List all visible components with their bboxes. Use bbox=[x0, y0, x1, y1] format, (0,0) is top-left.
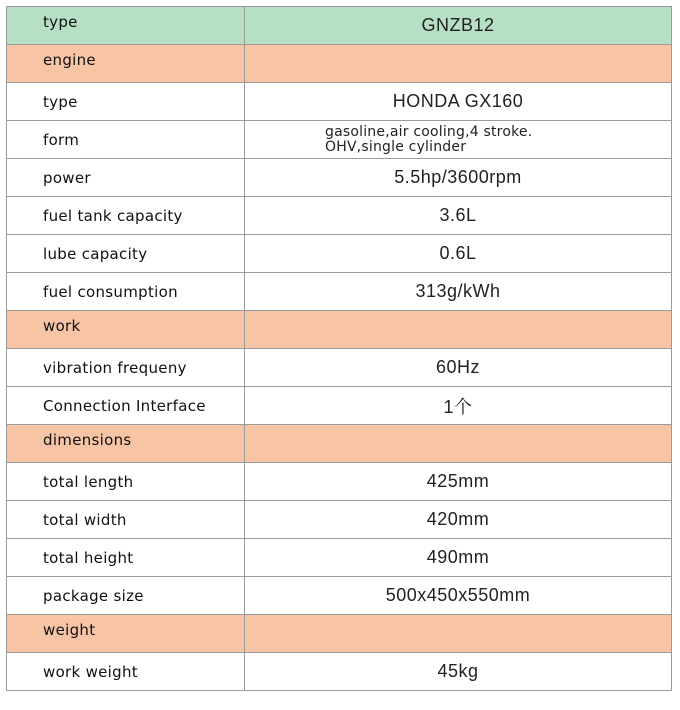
spec-label: fuel tank capacity bbox=[7, 197, 245, 235]
spec-value: 313g/kWh bbox=[245, 273, 672, 311]
spec-label: total length bbox=[7, 463, 245, 501]
spec-value-line: OHV,single cylinder bbox=[325, 138, 467, 155]
spec-label: work weight bbox=[7, 653, 245, 691]
spec-label: lube capacity bbox=[7, 235, 245, 273]
section-row bbox=[7, 615, 672, 653]
spec-label: total height bbox=[7, 539, 245, 577]
table-row bbox=[7, 121, 672, 159]
table-row bbox=[7, 539, 672, 577]
table-row bbox=[7, 349, 672, 387]
table-header-row bbox=[7, 7, 672, 45]
table-row bbox=[7, 159, 672, 197]
spec-table bbox=[6, 6, 672, 691]
section-value-empty bbox=[245, 615, 672, 653]
spec-label: fuel consumption bbox=[7, 273, 245, 311]
spec-label: power bbox=[7, 159, 245, 197]
spec-value: 420mm bbox=[245, 501, 672, 539]
section-value-empty bbox=[245, 425, 672, 463]
spec-value-line: gasoline,air cooling,4 stroke. bbox=[325, 123, 533, 140]
spec-label: package size bbox=[7, 577, 245, 615]
section-label: dimensions bbox=[7, 425, 245, 463]
section-label: engine bbox=[7, 45, 245, 83]
table-row bbox=[7, 273, 672, 311]
spec-label: type bbox=[7, 7, 245, 45]
table-row bbox=[7, 235, 672, 273]
section-row bbox=[7, 45, 672, 83]
spec-value: 0.6L bbox=[245, 235, 672, 273]
spec-value: HONDA GX160 bbox=[245, 83, 672, 121]
table-row bbox=[7, 83, 672, 121]
spec-value: 3.6L bbox=[245, 197, 672, 235]
table-row bbox=[7, 387, 672, 425]
section-row bbox=[7, 425, 672, 463]
spec-value: 500x450x550mm bbox=[245, 577, 672, 615]
spec-label: form bbox=[7, 121, 245, 159]
spec-value: GNZB12 bbox=[245, 7, 672, 45]
spec-table-body bbox=[7, 7, 672, 691]
section-row bbox=[7, 311, 672, 349]
section-value-empty bbox=[245, 45, 672, 83]
spec-value: 490mm bbox=[245, 539, 672, 577]
section-label: weight bbox=[7, 615, 245, 653]
spec-label: type bbox=[7, 83, 245, 121]
spec-value: 425mm bbox=[245, 463, 672, 501]
table-row bbox=[7, 501, 672, 539]
table-row bbox=[7, 197, 672, 235]
spec-value: 5.5hp/3600rpm bbox=[245, 159, 672, 197]
spec-label: vibration frequeny bbox=[7, 349, 245, 387]
spec-value: 45kg bbox=[245, 653, 672, 691]
section-value-empty bbox=[245, 311, 672, 349]
section-label: work bbox=[7, 311, 245, 349]
table-row bbox=[7, 463, 672, 501]
table-row bbox=[7, 577, 672, 615]
spec-value: 1个 bbox=[245, 387, 672, 425]
spec-label: Connection Interface bbox=[7, 387, 245, 425]
spec-label: total width bbox=[7, 501, 245, 539]
table-row bbox=[7, 653, 672, 691]
spec-value bbox=[245, 121, 672, 159]
spec-value: 60Hz bbox=[245, 349, 672, 387]
